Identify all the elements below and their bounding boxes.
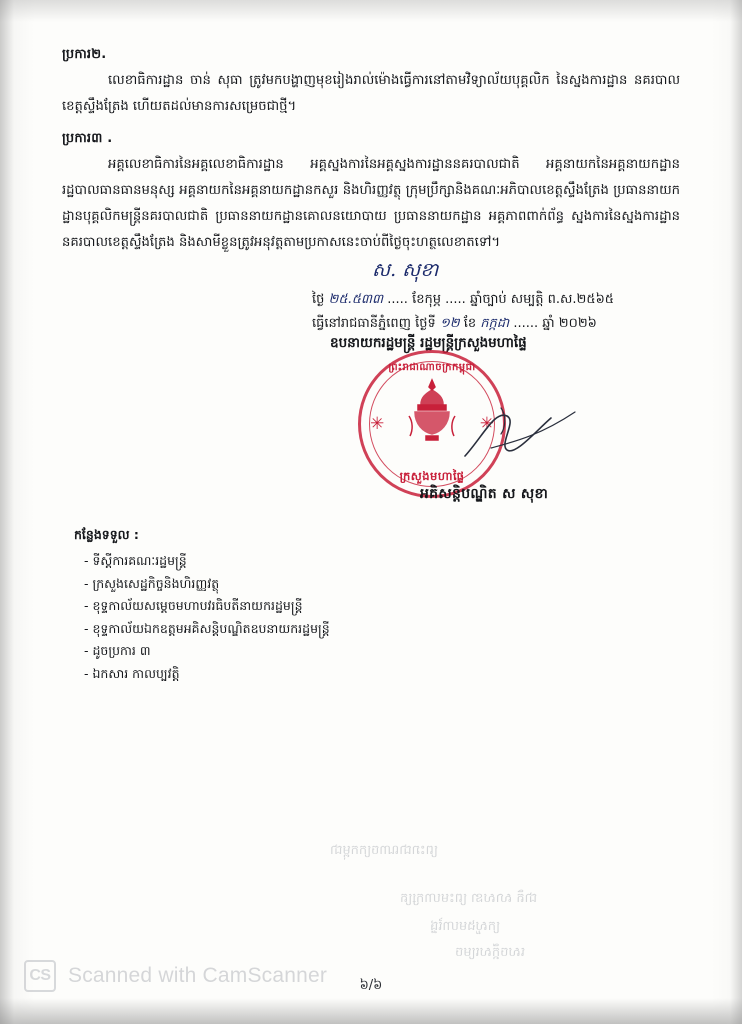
dateline-day-ink: ២៥.៥៣៣ — [328, 292, 384, 307]
cc-item: - ក្រសួងសេដ្ឋកិច្ចនិងហិរញ្ញវត្ថុ — [84, 575, 220, 591]
cc-item: - ដូចប្រការ ៣ — [84, 643, 151, 658]
seal-star-right-icon: ✳ — [479, 414, 494, 434]
bleed-through-text: ជាតិ សាសនា ព្រះមហាក្សត្រ — [400, 891, 537, 906]
dateline-year2: ២០២៦ — [558, 316, 597, 331]
official-seal — [358, 350, 506, 498]
bleed-through-text: សេចក្តីសម្រេច — [455, 945, 525, 960]
seal-outer-ring — [358, 350, 506, 498]
dateline — [312, 288, 692, 336]
cc-title: កន្លែងទទួល : — [74, 527, 139, 542]
dateline-dots-1: ..... — [387, 292, 408, 307]
cc-item: - ខុទ្ទកាល័យឯកឧត្តមអគិសន្តិបណ្ឌិតឧបនាយករដ្ឋមន្ត្រី — [84, 620, 330, 636]
dateline-year-label: ឆ្នាំច្បាប់ សម្បត្តិ — [469, 292, 544, 307]
signature-title: ឧបនាយករដ្ឋមន្ត្រី រដ្ឋមន្ត្រីក្រសួងមហាផ្ទៃ — [330, 335, 527, 351]
dateline-line-1 — [312, 288, 692, 312]
dateline-month2-ink: កក្កដា — [480, 316, 510, 331]
section-heading-3: ប្រការ៣ . — [62, 131, 113, 146]
seal-inner-ring — [369, 361, 495, 487]
camscanner-badge-icon: CS — [24, 960, 56, 992]
cc-item: - ឯកសារ កាលប្បវត្តិ — [84, 665, 180, 681]
cc-item: - ខុទ្ទកាល័យសម្តេចមហាបវរធិបតីនាយករដ្ឋមន្ត្រី — [84, 598, 303, 613]
camscanner-watermark — [24, 960, 327, 992]
camscanner-text: Scanned with CamScanner — [68, 964, 328, 987]
handwritten-initials: ស. សុខា — [372, 259, 439, 281]
dateline-place: ធ្វើនៅរាជធានីភ្នំពេញ ថ្ងៃទី — [312, 316, 436, 331]
cc-item: - ទីស្តីការគណៈរដ្ឋមន្ត្រី — [84, 553, 187, 568]
royal-crest-icon — [401, 376, 463, 444]
section-body-3 — [62, 152, 680, 256]
dateline-dots-2: ..... — [445, 292, 466, 307]
signer-name: អគិសន្តិបណ្ឌិត ស សុខា — [420, 486, 549, 502]
handwritten-signature — [455, 390, 585, 480]
page-number: ៦/៦ — [359, 978, 383, 993]
bleed-through-text: ព្រះរាជាណាចក្រកម្ពុជា — [330, 843, 438, 858]
cc-list — [84, 550, 330, 685]
dateline-line-2 — [312, 312, 692, 336]
seal-top-text: ព្រះរាជាណាចក្រកម្ពុជា — [388, 362, 476, 373]
dateline-dots-3: ...... — [513, 316, 539, 331]
dateline-buddhist-era: ព.ស.២៥៦៥ — [547, 292, 615, 307]
bleed-through-text: ក្រសួងមហាផ្ទៃ — [430, 919, 500, 934]
dateline-day2-ink: ១២ — [439, 316, 460, 331]
dateline-chnam: ឆ្នាំ — [542, 316, 555, 331]
seal-star-left-icon: ✳ — [370, 414, 385, 434]
dateline-month: ខែកុម្ភ — [412, 292, 441, 307]
seal-bottom-text: ក្រសួងមហាផ្ទៃ — [399, 469, 465, 483]
section-heading-2: ប្រការ២. — [62, 47, 107, 62]
section-body-2 — [62, 68, 680, 120]
dateline-prefix: ថ្ងៃ — [312, 292, 325, 307]
dateline-ke: ខែ — [463, 316, 477, 331]
section-body-2-text: លេខាធិការដ្ឋាន ចាន់ សុធា ត្រូវមកបង្ហាញមុខរៀងរាល់ម៉ោងធ្វើការនៅតាមវិទ្យាល័យបុគ្គលិក នៃស្នងការដ្ឋាន នគរបាលខេត្តស្ទឹងត្រែង ហើយតដល់មានការសម្រេចជាថ្មី។ — [62, 73, 680, 114]
section-body-3-text: អគ្គលេខាធិការនៃអគ្គលេខាធិការដ្ឋាន អគ្គស្នងការនៃអគ្គស្នងការដ្ឋាននគរបាលជាតិ អគ្គនាយកនៃអគ្គនាយកដ្ឋានរដ្ឋបាលធានធានមនុស្ស អគ្គនាយកនៃអគ្គនាយកដ្ឋានកសួរ និងហិរញ្ញវត្ថុ ក្រុមប្រឹក្សានិងគណៈអភិបាលខេត្តស្ទឹងត្រែង ប្រធាននាយកដ្ឋានបុគ្គលិកមន្ត្រីនគរបាលជាតិ ប្រធាននាយកដ្ឋានគោលនយោបាយ ប្រធាននាយកដ្ឋាន អគ្គភាពពាក់ព័ន្ធ ស្នងការនៃស្នងការដ្ឋាននគរបាលខេត្តស្ទឹងត្រែង និងសាមីខ្លួនត្រូវអនុវត្តតាមប្រកាសនេះចាប់ពីថ្ងៃចុះហត្ថលេខាតទៅ។ — [62, 157, 680, 250]
